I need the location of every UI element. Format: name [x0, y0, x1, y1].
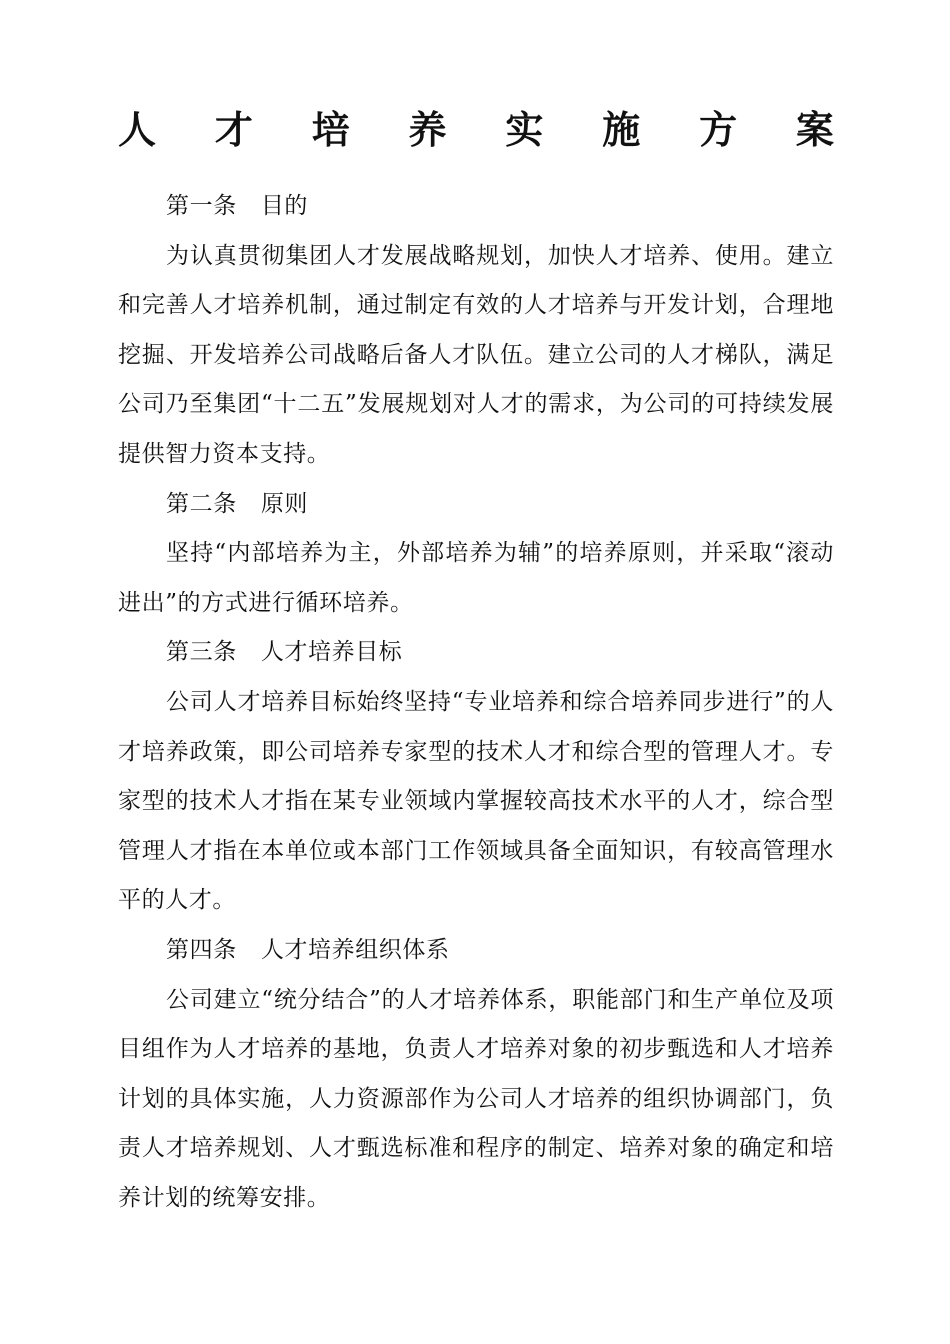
title-char: 培	[311, 107, 350, 152]
section-body-3: 公司人才培养目标始终坚持“专业培养和综合培养同步进行”的人才培养政策，即公司培养专家型的技术人才和综合型的管理人才。专家型的技术人才指在某专业领域内掌握较高技术水平的人才，综合型管理人才指在本单位或本部门工作领域具备全面知识，有较高管理水平的人才。	[118, 688, 834, 914]
title-char: 方	[699, 107, 738, 152]
section-heading-2	[118, 480, 834, 530]
section-body-4: 公司建立“统分结合”的人才培养体系，职能部门和生产单位及项目组作为人才培养的基地，负责人才培养对象的初步甄选和人才培养计划的具体实施，人力资源部作为公司人才培养的组织协调部门，负责人才培养规划、人才甄选标准和程序的制定、培养对象的确定和培养计划的统筹安排。	[118, 986, 834, 1211]
section-number: 第四条	[166, 936, 237, 963]
title-char: 人	[118, 107, 157, 152]
section-number: 第三条	[166, 639, 237, 666]
section-heading-1	[118, 182, 834, 232]
section-heading-text: 人才培养目标	[260, 639, 403, 666]
section-body-1: 为认真贯彻集团人才发展战略规划，加快人才培养、使用。建立和完善人才培养机制，通过制定有效的人才培养与开发计划，合理地挖掘、开发培养公司战略后备人才队伍。建立公司的人才梯队，满足公司乃至集团“十二五”发展规划对人才的需求，为公司的可持续发展提供智力资本支持。	[118, 242, 834, 467]
title-char: 施	[602, 107, 641, 152]
title-char: 养	[408, 107, 447, 152]
section-heading-text: 目的	[260, 193, 309, 219]
section-heading-text: 人才培养组织体系	[260, 936, 450, 963]
section-heading-3	[118, 628, 834, 678]
section-number: 第二条	[166, 490, 237, 517]
title-char: 案	[795, 107, 834, 152]
title-char: 实	[505, 107, 544, 152]
section-number: 第一条	[166, 193, 237, 219]
section-heading-text: 原则	[260, 490, 309, 517]
title-char: 才	[214, 107, 253, 152]
section-heading-4	[118, 926, 834, 976]
document-title	[118, 100, 834, 160]
section-body-2: 坚持“内部培养为主，外部培养为辅”的培养原则，并采取“滚动进出”的方式进行循环培养。	[118, 540, 834, 616]
document-page	[118, 100, 834, 1223]
